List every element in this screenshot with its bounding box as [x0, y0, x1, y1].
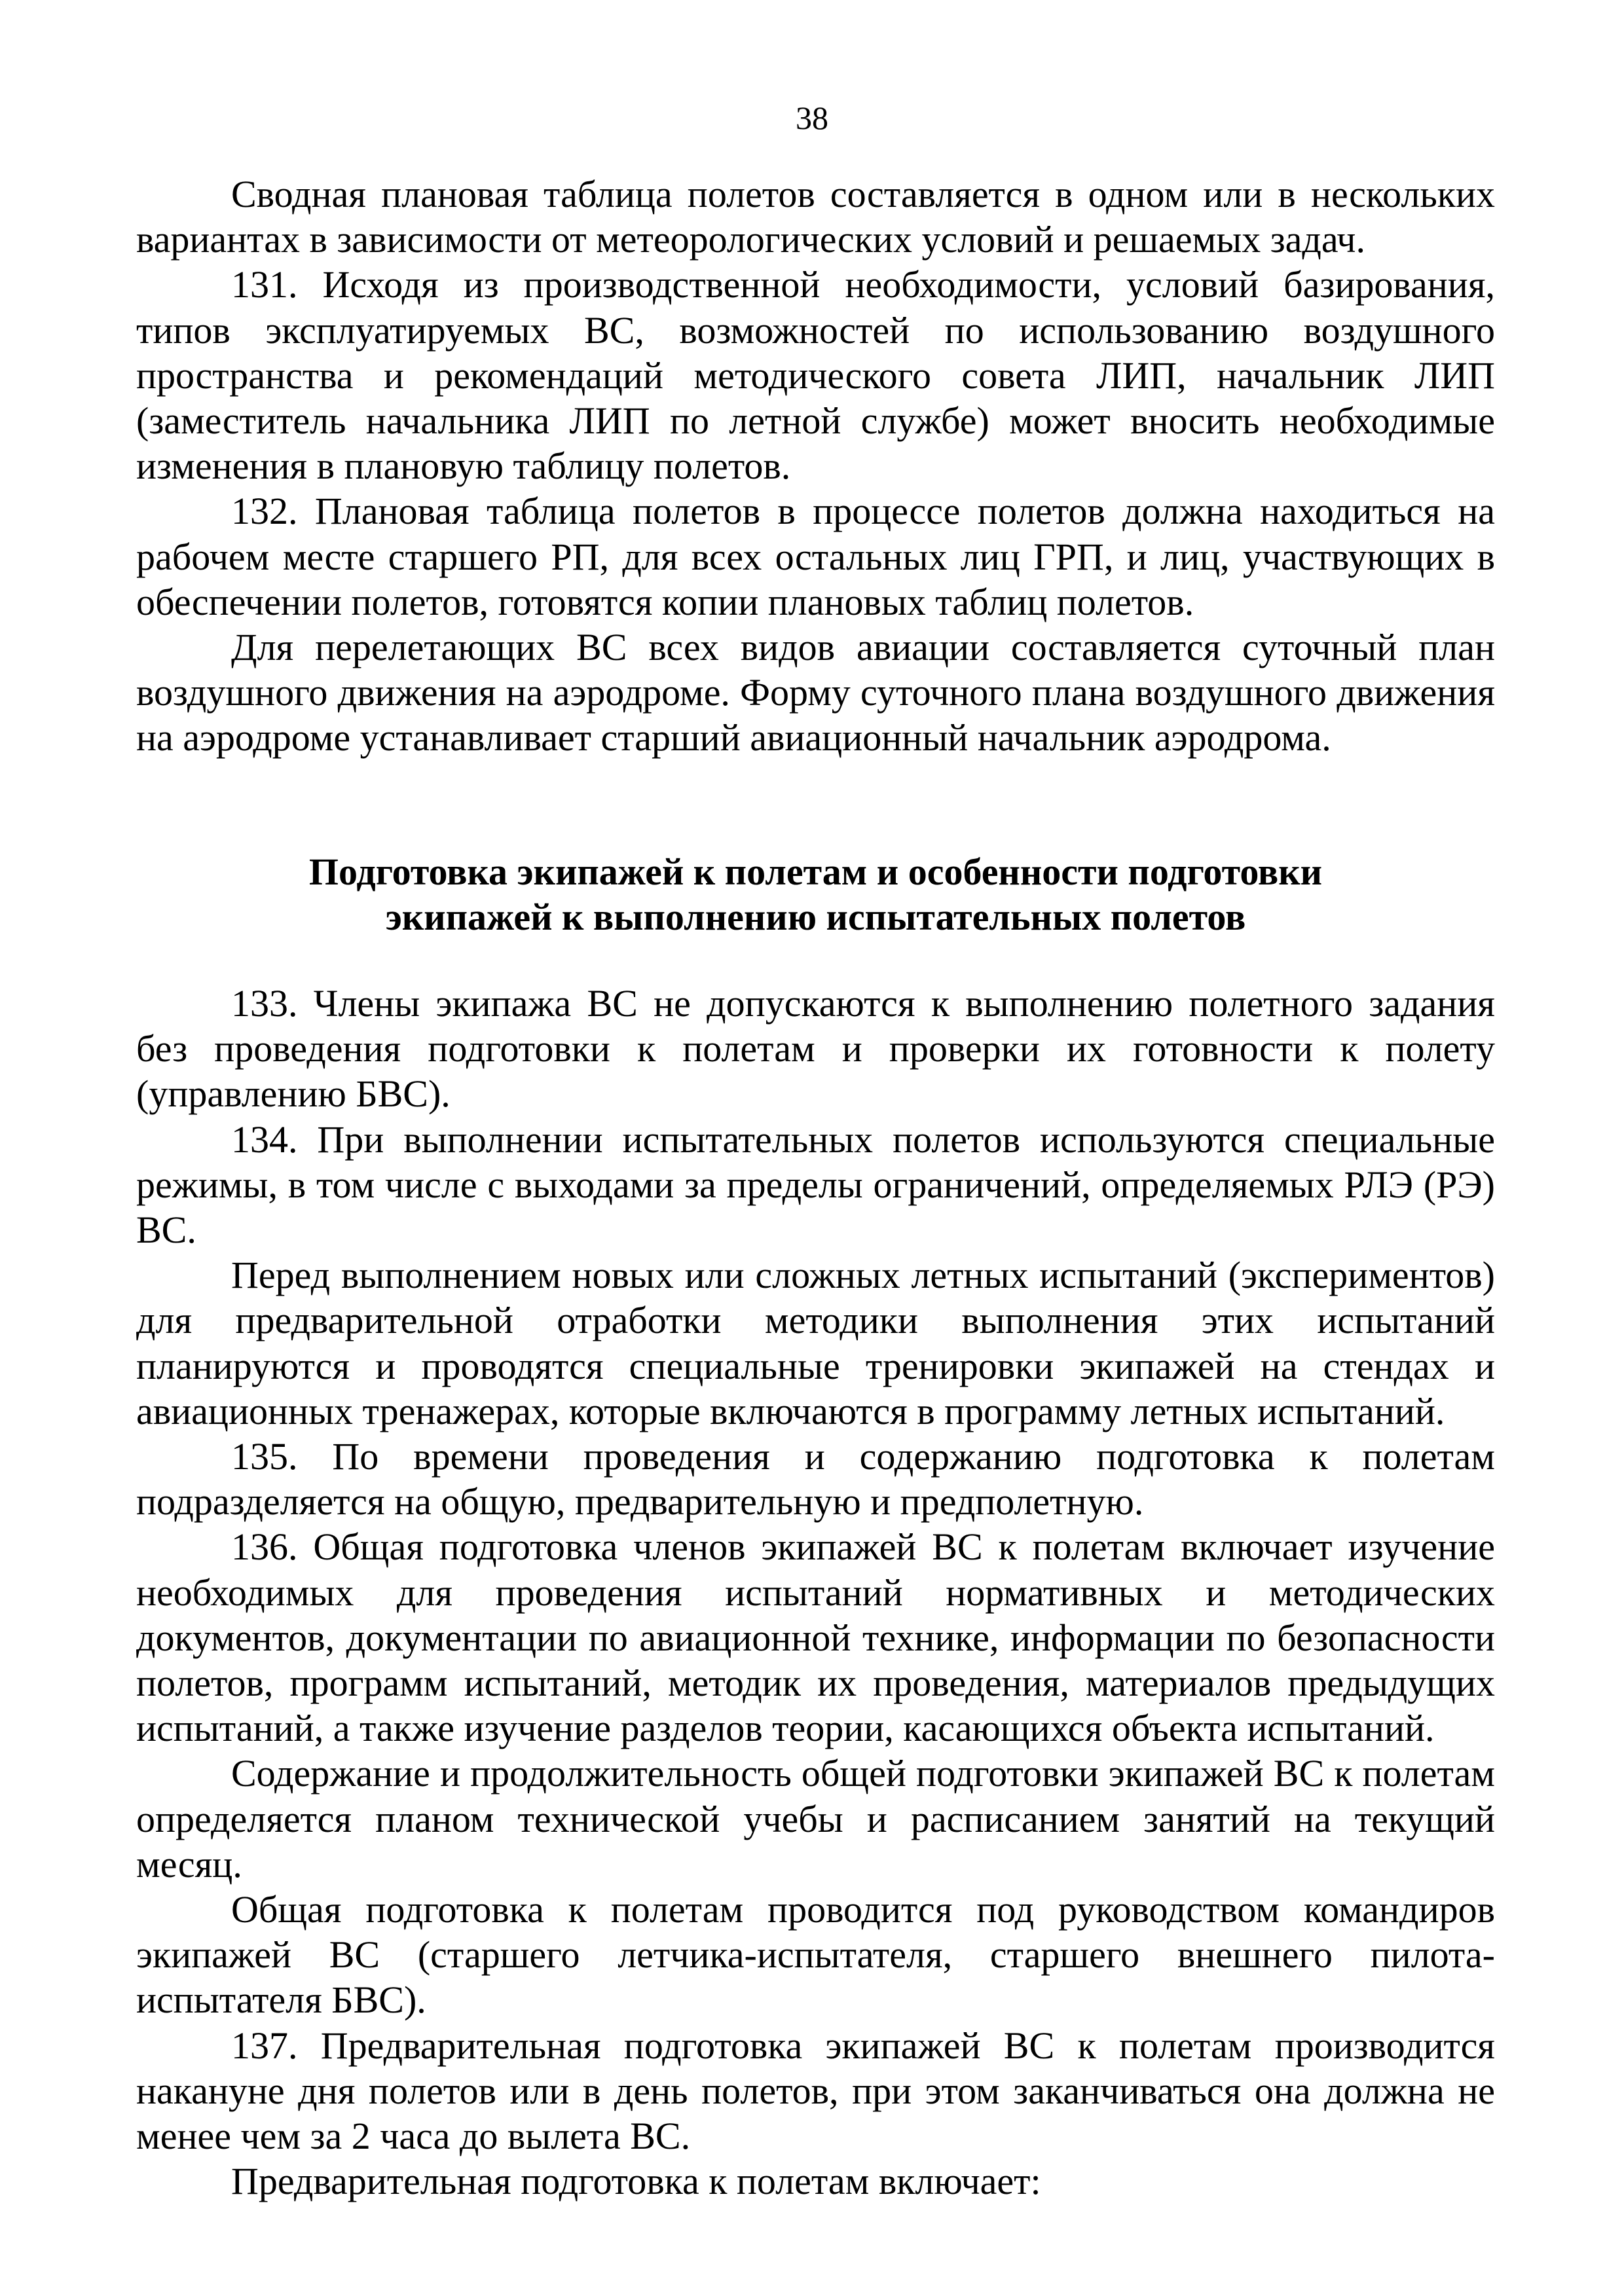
text-block-upper: [136, 172, 1495, 761]
paragraph: Сводная плановая таблица полетов составляется в одном или в нескольких вариантах в зависимости от метеорологических условий и решаемых задач.: [136, 173, 1495, 261]
paragraph: Общая подготовка к полетам проводится под руководством командиров экипажей ВС (старшего летчика-испытателя, старшего внешнего пилота-испытателя БВС).: [136, 1888, 1495, 2022]
paragraph-131: 131. Исходя из производственной необходимости, условий базирования, типов эксплуатируемых ВС, возможностей по использованию воздушного пространства и рекомендаций методического совета ЛИП, начальник ЛИП (заместитель начальника ЛИП по летной службе) может вносить необходимые изменения в плановую таблицу полетов.: [136, 263, 1495, 488]
heading-line: экипажей к выполнению испытательных полетов: [385, 896, 1246, 939]
paragraph-133: 133. Члены экипажа ВС не допускаются к выполнению полетного задания без проведения подготовки к полетам и проверки их готовности к полету (управлению БВС).: [136, 982, 1495, 1116]
paragraph-136: 136. Общая подготовка членов экипажей ВС к полетам включает изучение необходимых для проведения испытаний нормативных и методических документов, документации по авиационной технике, информации по безопасности полетов, программ испытаний, методик их проведения, материалов предыдущих испытаний, а также изучение разделов теории, касающихся объекта испытаний.: [136, 1525, 1495, 1750]
paragraph-137: 137. Предварительная подготовка экипажей ВС к полетам производится накануне дня полетов или в день полетов, при этом заканчиваться она должна не менее чем за 2 часа до вылета ВС.: [136, 2024, 1495, 2158]
heading-line: Подготовка экипажей к полетам и особенности подготовки: [308, 850, 1323, 893]
paragraph: Для перелетающих ВС всех видов авиации составляется суточный план воздушного движения на аэродроме. Форму суточного плана воздушного движения на аэродроме устанавливает старший авиационный начальник аэродрома.: [136, 626, 1495, 759]
section-heading: [136, 849, 1495, 939]
paragraph: Содержание и продолжительность общей подготовки экипажей ВС к полетам определяется планом технической учебы и расписанием занятий на текущий месяц.: [136, 1752, 1495, 1886]
paragraph: Перед выполнением новых или сложных летных испытаний (экспериментов) для предварительной отработки методики выполнения этих испытаний планируются и проводятся специальные тренировки экипажей на стендах и авиационных тренажерах, которые включаются в программу летных испытаний.: [136, 1254, 1495, 1432]
paragraph: Предварительная подготовка к полетам включает:: [231, 2160, 1041, 2203]
paragraph-132: 132. Плановая таблица полетов в процессе полетов должна находиться на рабочем месте старшего РП, для всех остальных лиц ГРП, и лиц, участвующих в обеспечении полетов, готовятся копии плановых таблиц полетов.: [136, 490, 1495, 623]
paragraph-135: 135. По времени проведения и содержанию подготовка к полетам подразделяется на общую, предварительную и предполетную.: [136, 1435, 1495, 1523]
text-block-lower: [136, 981, 1495, 2204]
page-number: 38: [796, 100, 828, 136]
paragraph-134: 134. При выполнении испытательных полетов используются специальные режимы, в том числе с выходами за пределы ограничений, определяемых РЛЭ (РЭ) ВС.: [136, 1118, 1495, 1252]
